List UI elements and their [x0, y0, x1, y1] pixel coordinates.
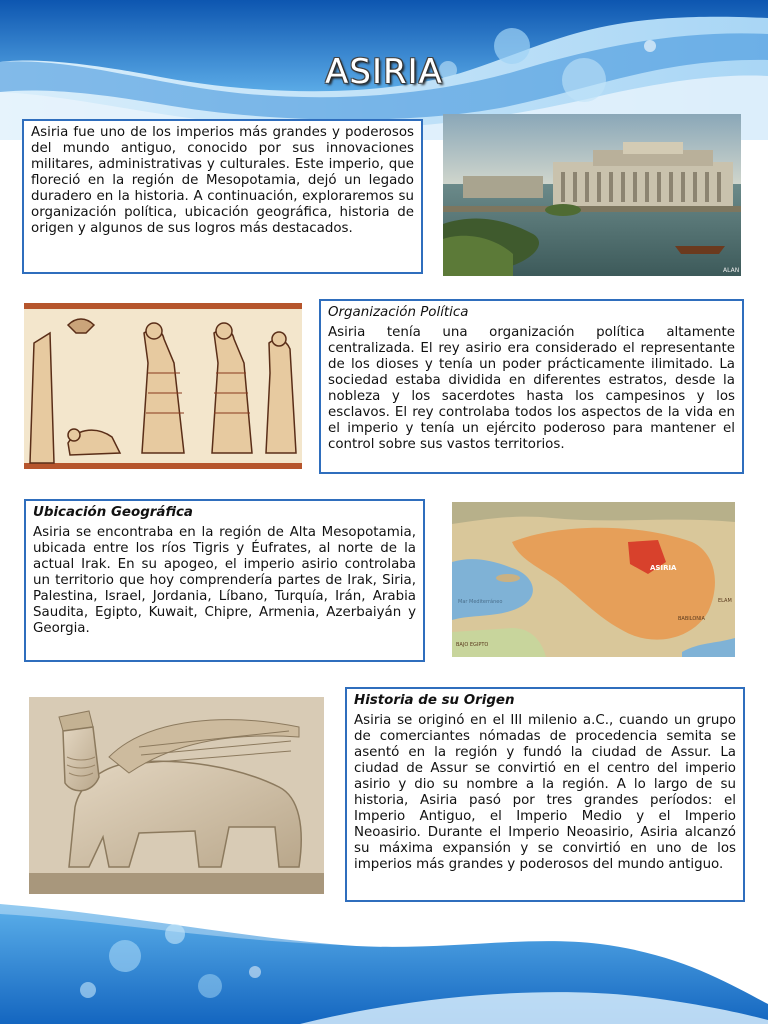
history-paragraph: Asiria se originó en el III milenio a.C., cuando un grupo de comerciantes nómadas de procedencia semita se asentó en la región y fundó la ciudad de Assur. La ciudad de Assur se convirtió en el centro del imperio asirio y dio su nombre a la región. A lo largo de su historia, Asiria pasó por tres grandes períodos: el Imperio Antiguo, el Imperio Medio y el Imperio Neoasirio. Durante el Imperio Neoasirio, Asiria alcanzó su máxima expansión y se convirtió en uno de los imperios más grandes y poderosos del mundo antiguo. — [354, 713, 736, 872]
politics-paragraph: Asiria tenía una organización política altamente centralizada. El rey asirio era considerado el representante de los dioses y tenía un poder prácticamente ilimitado. La sociedad estaba dividida en diferentes estratos, desde la nobleza y los sacerdotes hasta los campesinos y los esclavos. El rey controlaba todos los aspectos de la vida en el imperio y tenía un ejército poderoso para mantener el control sobre sus vastos territorios. — [328, 325, 735, 452]
map-label-babilonia: BABILONIA — [678, 616, 705, 622]
geography-paragraph: Asiria se encontraba en la región de Alta Mesopotamia, ubicada entre los ríos Tigris y Éufrates, al norte de la actual Irak. En su apogeo, el imperio asirio controlaba un territorio que hoy comprendería partes de Irak, Siria, Palestina, Israel, Jordania, Líbano, Turquía, Irán, Arabia Saudita, Egipto, Kuwait, Chipre, Armenia, Azerbaiyán y Georgia. — [33, 525, 416, 636]
map-label-elam: ELAM — [718, 598, 732, 604]
page-title: ASIRIA — [325, 52, 443, 92]
intro-paragraph: Asiria fue uno de los imperios más grandes y poderosos del mundo antiguo, conocido por sus innovaciones militares, administrativas y culturales. Este imperio, que floreció en la región de Mesopotamia, dejó un legado duradero en la historia. A continuación, exploraremos su organización política, ubicación geográfica, historia de origen y algunos de sus logros más destacados. — [31, 125, 414, 236]
politics-text-box — [319, 299, 744, 474]
intro-text-box — [22, 119, 423, 274]
map-label-egipto: BAJO EGIPTO — [456, 642, 489, 648]
map-label-asiria: ASIRIA — [650, 564, 677, 572]
relief-illustration — [24, 303, 302, 469]
lamassu-sculpture — [29, 697, 324, 894]
footer-wave-background — [0, 894, 768, 1024]
geography-heading: Ubicación Geográfica — [33, 505, 193, 520]
palace-illustration — [443, 114, 741, 276]
empire-map — [452, 502, 735, 657]
history-text-box — [345, 687, 745, 902]
palace-credit: ALAN — [723, 267, 740, 274]
geography-text-box — [24, 499, 425, 662]
map-label-sea: Mar Mediterráneo — [458, 599, 503, 605]
politics-heading: Organización Política — [328, 305, 469, 320]
history-heading: Historia de su Origen — [354, 693, 515, 708]
